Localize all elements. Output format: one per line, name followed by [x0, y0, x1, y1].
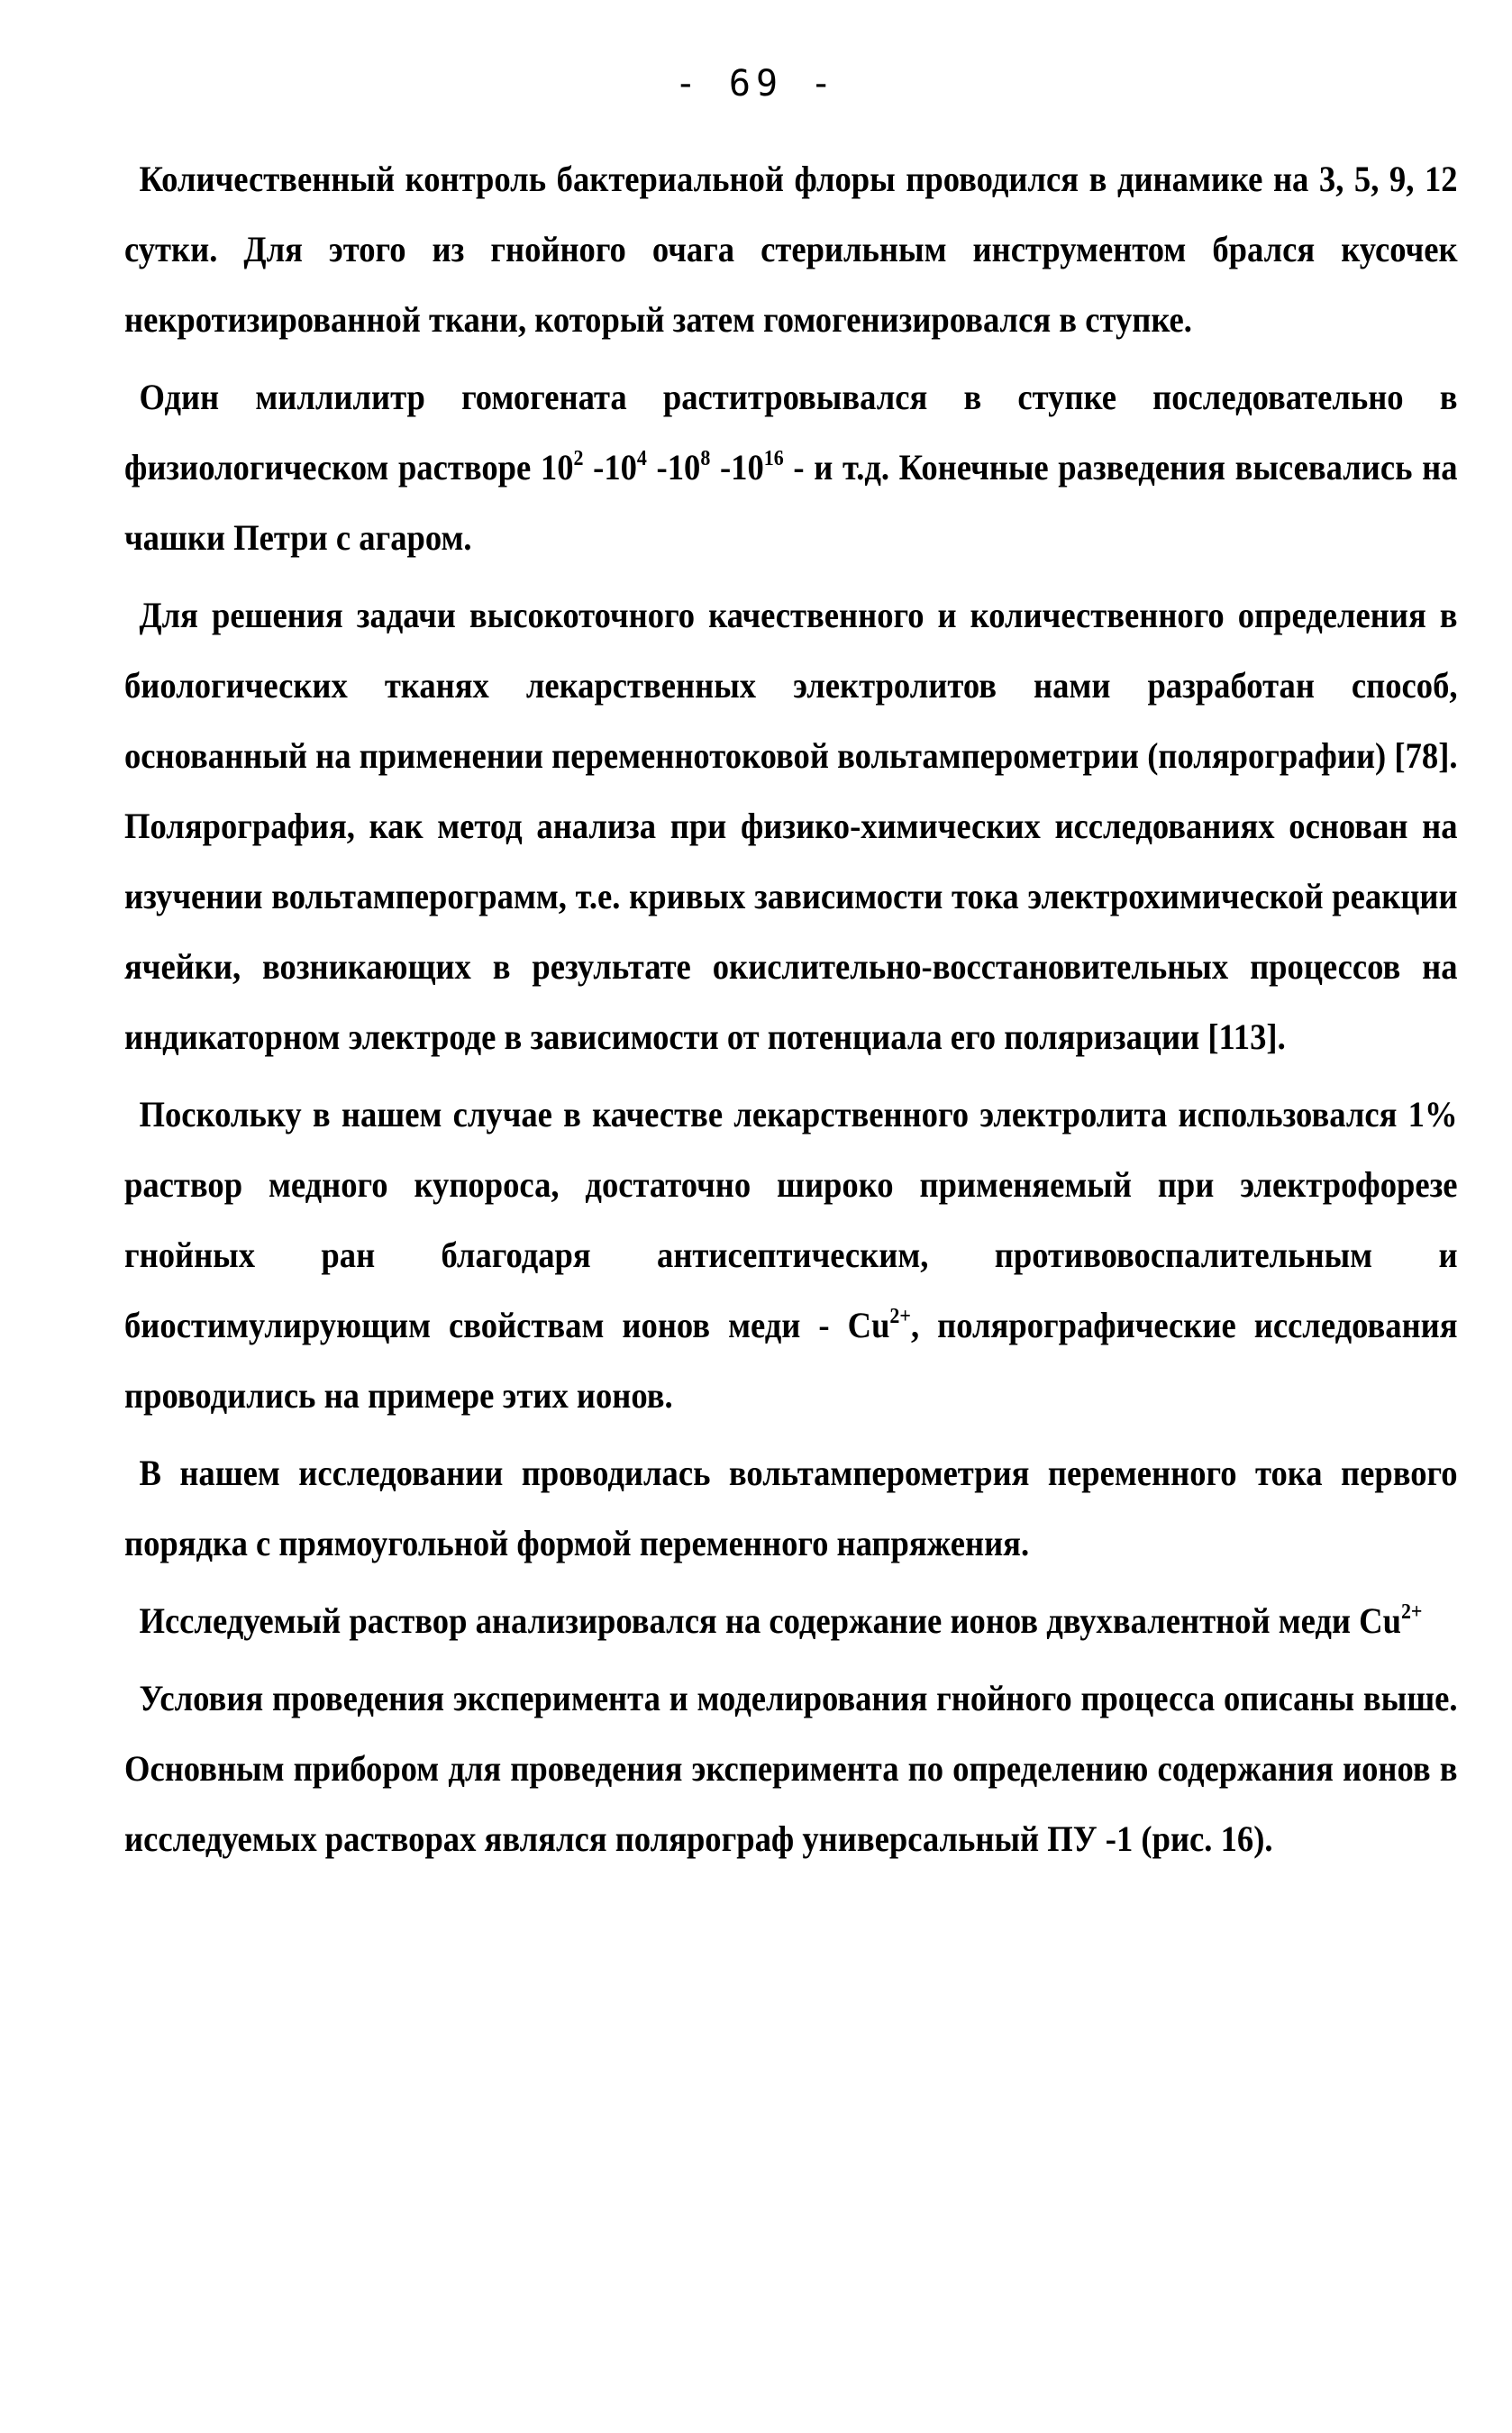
text-run: Один миллилитр гомогената раститровывался в ступке последовательно в физиологическом растворе 10	[124, 377, 1458, 488]
superscript: 4	[636, 447, 647, 470]
paragraph-p5	[124, 1438, 1458, 1579]
body-text	[124, 144, 1458, 1882]
text-run: -10	[583, 447, 637, 488]
text-run: , полярографические исследования проводились на примере этих ионов.	[124, 1305, 1458, 1416]
text-run: Поскольку в нашем случае в качестве лекарственного электролита использовался 1% раствор медного купороса, достаточно широко применяемый при электрофорезе гнойных ран благодаря антисептическим, противовоспалительным и биостимулирующим свойствам ионов меди - Cu	[124, 1094, 1458, 1345]
text-run: -10	[710, 447, 764, 488]
superscript: 2+	[1400, 1600, 1423, 1624]
text-run: Для решения задачи высокоточного качественного и количественного определения в биологических тканях лекарственных электролитов нами разработан способ, основанный на применении переменнотоковой вольтамперометрии (полярографии) [78]. Полярография, как метод анализа при физико-химических исследованиях основан на изучении вольтамперограмм, т.е. кривых зависимости тока электрохимической реакции ячейки, возникающих в результате окислительно-восстановительных процессов на индикаторном электроде в зависимости от потенциала его поляризации [113].	[124, 595, 1458, 1057]
paragraph-p2	[124, 362, 1458, 573]
text-run: Условия проведения эксперимента и моделирования гнойного процесса описаны выше. Основным прибором для проведения эксперимента по определению содержания ионов в исследуемых растворах являлся полярограф универсальный ПУ -1 (рис. 16).	[124, 1678, 1458, 1859]
superscript: 8	[700, 447, 711, 470]
superscript: 2	[573, 447, 584, 470]
page-number: - 69 -	[674, 63, 838, 105]
paragraph-p4	[124, 1080, 1458, 1431]
superscript: 16	[763, 447, 784, 470]
superscript: 2+	[889, 1305, 911, 1328]
paragraph-p7	[124, 1663, 1458, 1874]
paragraph-p6	[124, 1586, 1458, 1656]
paragraph-p1	[124, 144, 1458, 355]
text-run: Количественный контроль бактериальной флоры проводился в динамике на 3, 5, 9, 12 сутки. Для этого из гнойного очага стерильным инструментом брался кусочек некротизированной ткани, который затем гомогенизировался в ступке.	[124, 159, 1458, 340]
paragraph-p3	[124, 580, 1458, 1072]
text-run: - и т.д. Конечные разведения высевались на чашки Петри с агаром.	[124, 447, 1458, 558]
text-run: В нашем исследовании проводилась вольтамперометрия переменного тока первого порядка с прямоугольной формой переменного напряжения.	[124, 1453, 1458, 1563]
text-run: Исследуемый раствор анализировался на содержание ионов двухвалентной меди Cu	[139, 1600, 1401, 1641]
text-run: -10	[646, 447, 701, 488]
